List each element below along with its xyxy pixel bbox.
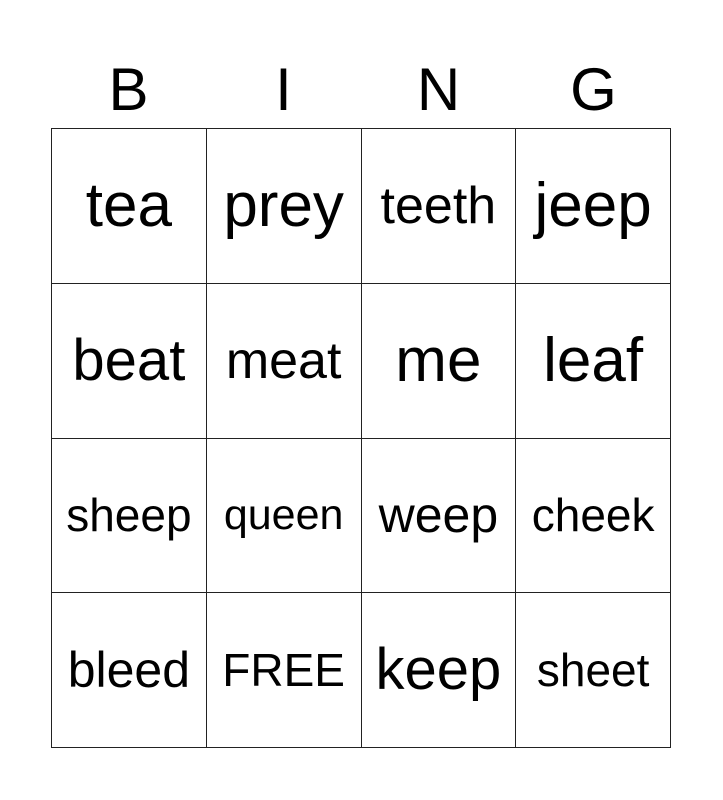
cell-word: weep	[378, 487, 499, 544]
header-letter-n: N	[416, 56, 461, 123]
bingo-cell[interactable]	[516, 129, 671, 284]
bingo-cell[interactable]	[362, 439, 517, 594]
cell-word: queen	[223, 490, 344, 539]
header-letter-i: I	[275, 56, 292, 123]
cell-word: teeth	[380, 176, 497, 235]
cell-word: sheet	[536, 644, 650, 697]
free-space-cell[interactable]	[207, 593, 362, 748]
cell-word: tea	[85, 170, 172, 240]
bingo-cell[interactable]	[362, 593, 517, 748]
bingo-cell[interactable]	[52, 593, 207, 748]
bingo-cell[interactable]	[207, 439, 362, 594]
cell-word: keep	[375, 637, 502, 703]
bingo-cell[interactable]	[516, 439, 671, 594]
cell-word: beat	[72, 327, 186, 393]
bingo-header	[51, 52, 671, 128]
cell-word: cheek	[531, 489, 655, 542]
header-letter-g: G	[570, 56, 617, 123]
cell-word: jeep	[534, 170, 652, 240]
bingo-cell[interactable]	[207, 129, 362, 284]
bingo-cell[interactable]	[52, 129, 207, 284]
bingo-cell[interactable]	[207, 284, 362, 439]
bingo-cell[interactable]	[516, 284, 671, 439]
cell-word: prey	[223, 170, 344, 240]
bingo-cell[interactable]	[362, 129, 517, 284]
bingo-grid	[51, 128, 671, 748]
cell-word: bleed	[67, 642, 191, 699]
bingo-cell[interactable]	[362, 284, 517, 439]
cell-word: meat	[225, 331, 342, 390]
header-letter-b: B	[108, 56, 149, 123]
cell-word: me	[395, 325, 482, 395]
bingo-cell[interactable]	[52, 439, 207, 594]
bingo-cell[interactable]	[516, 593, 671, 748]
free-space-label: FREE	[222, 644, 345, 697]
cell-word: leaf	[543, 325, 644, 395]
bingo-cell[interactable]	[52, 284, 207, 439]
cell-word: sheep	[66, 489, 192, 542]
